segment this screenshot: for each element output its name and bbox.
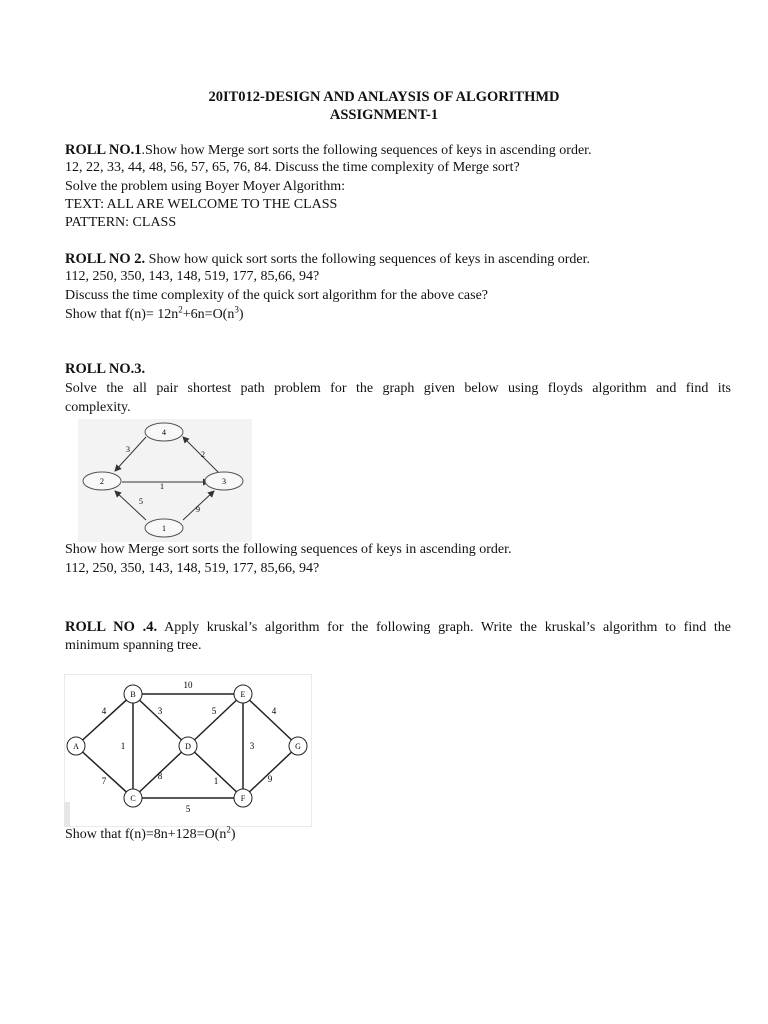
node-label: A bbox=[73, 742, 79, 751]
edge-label: 1 bbox=[160, 482, 164, 491]
roll3-line2: complexity. bbox=[65, 400, 131, 415]
edge-label: 8 bbox=[157, 771, 163, 781]
edge-label: 5 bbox=[185, 804, 191, 814]
edge-label: 7 bbox=[101, 776, 107, 786]
node-label: 2 bbox=[100, 477, 104, 486]
edge-label: 1 bbox=[120, 741, 126, 751]
edge-label: 5 bbox=[139, 497, 143, 506]
edge-label: 9 bbox=[196, 505, 200, 514]
edge-label: 5 bbox=[211, 706, 217, 716]
node-label: G bbox=[295, 742, 301, 751]
edge-label: 4 bbox=[271, 706, 277, 716]
roll2-formula bbox=[65, 304, 244, 323]
roll2-formula-sup2: 3 bbox=[234, 304, 239, 315]
roll2-line1 bbox=[65, 251, 590, 268]
roll3-heading: ROLL NO.3. bbox=[65, 361, 146, 377]
document-title: 20IT012-DESIGN AND ANLAYSIS OF ALGORITHMD bbox=[208, 89, 560, 105]
roll2-formula-a: Show that f(n)= 12n bbox=[65, 307, 179, 322]
kruskal-graph-figure bbox=[64, 674, 312, 827]
node-label: E bbox=[240, 690, 246, 699]
edge-label: 1 bbox=[213, 776, 219, 786]
edge-label: 2 bbox=[201, 450, 205, 459]
roll4-formula bbox=[65, 824, 236, 843]
node-label: B bbox=[130, 690, 136, 699]
roll4-formula-sup: 2 bbox=[226, 824, 231, 835]
roll4-formula-a: Show that f(n)=8n+128=O(n bbox=[65, 827, 227, 842]
roll4-heading: ROLL NO .4. bbox=[65, 619, 158, 635]
roll4-line2: minimum spanning tree. bbox=[65, 638, 202, 653]
roll3-after1: Show how Merge sort sorts the following sequences of keys in ascending order. bbox=[65, 542, 512, 557]
node-label: 3 bbox=[222, 477, 226, 486]
assignment-subtitle: ASSIGNMENT-1 bbox=[329, 107, 439, 123]
edge-label: 3 bbox=[157, 706, 163, 716]
roll1-line3: Solve the problem using Boyer Moyer Algorithm: bbox=[65, 179, 345, 194]
node-label: D bbox=[185, 742, 191, 751]
roll2-heading: ROLL NO 2. bbox=[65, 251, 146, 267]
roll2-formula-b: +6n=O(n bbox=[182, 307, 235, 322]
roll2-intro: Show how quick sort sorts the following sequences of keys in ascending order. bbox=[145, 252, 590, 267]
edge-label: 4 bbox=[101, 706, 107, 716]
roll1-line5: PATTERN: CLASS bbox=[65, 215, 177, 230]
roll2-formula-c: ) bbox=[238, 307, 244, 322]
roll3-after2: 112, 250, 350, 143, 148, 519, 177, 85,66, 94? bbox=[65, 561, 320, 576]
roll2-line2: 112, 250, 350, 143, 148, 519, 177, 85,66, 94? bbox=[65, 269, 320, 284]
node-label: 4 bbox=[162, 428, 166, 437]
roll1-heading: ROLL NO.1 bbox=[65, 142, 142, 158]
roll1-line1 bbox=[65, 142, 592, 159]
edge-label: 3 bbox=[126, 445, 130, 454]
edge-label: 3 bbox=[249, 741, 255, 751]
figure-shadow bbox=[64, 802, 70, 827]
node-label: 1 bbox=[162, 524, 166, 533]
floyd-graph-figure bbox=[78, 419, 252, 542]
roll4-intro: Apply kruskal’s algorithm for the following graph. Write the kruskal’s algorithm to find the bbox=[157, 620, 732, 635]
edge-label: 10 bbox=[183, 680, 193, 690]
roll2-line3: Discuss the time complexity of the quick sort algorithm for the above case? bbox=[65, 288, 488, 303]
edge-label: 9 bbox=[267, 774, 273, 784]
roll4-formula-c: ) bbox=[230, 827, 236, 842]
roll4-line1 bbox=[65, 619, 731, 636]
roll3-line1: Solve the all pair shortest path problem for the graph given below using floyds algorithm and find its bbox=[65, 381, 731, 396]
roll2-formula-sup1: 2 bbox=[178, 304, 183, 315]
node-label: F bbox=[240, 794, 246, 803]
node-label: C bbox=[130, 794, 136, 803]
roll1-line2: 12, 22, 33, 44, 48, 56, 57, 65, 76, 84. Discuss the time complexity of Merge sort? bbox=[65, 160, 520, 175]
roll1-intro: .Show how Merge sort sorts the following sequences of keys in ascending order. bbox=[141, 143, 592, 158]
roll1-line4: TEXT: ALL ARE WELCOME TO THE CLASS bbox=[65, 197, 338, 212]
